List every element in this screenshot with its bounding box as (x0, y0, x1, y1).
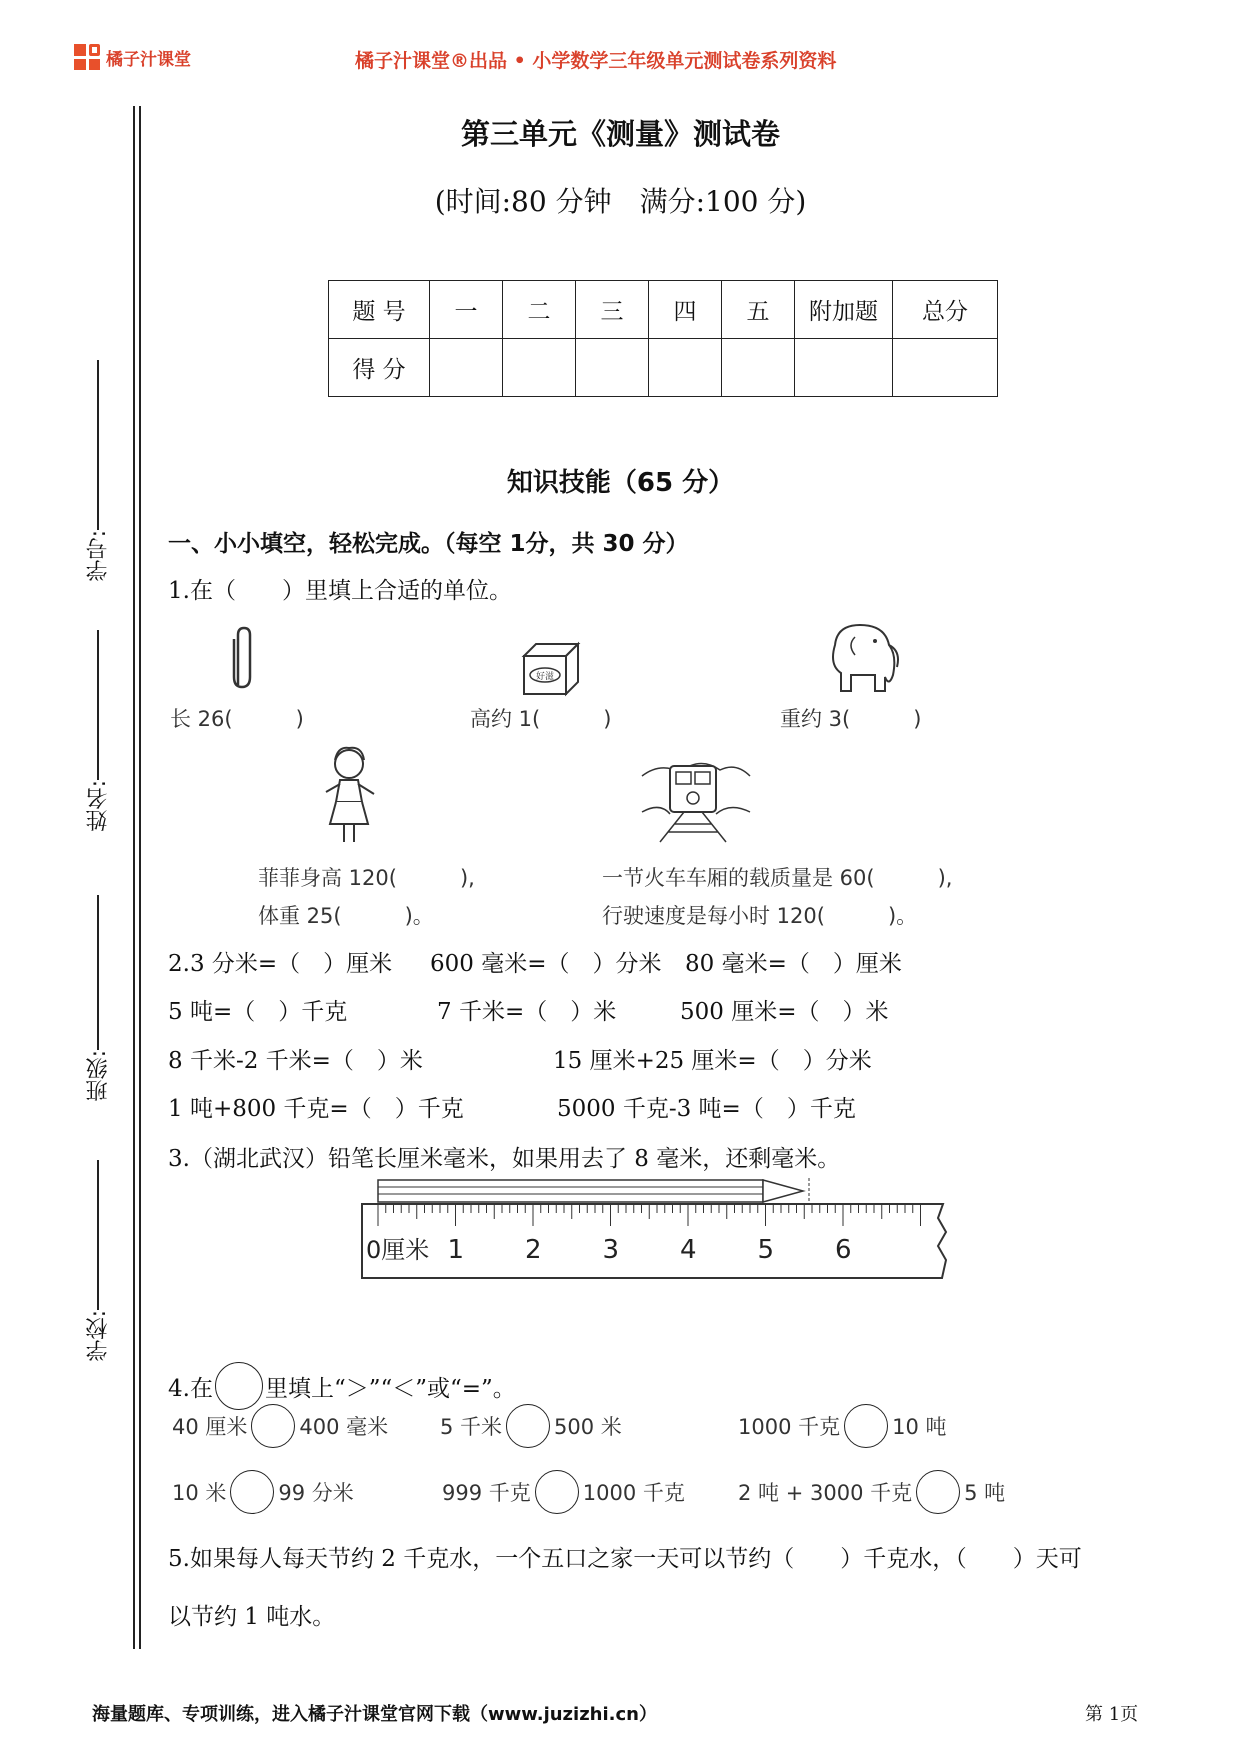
q1-girl-height: 菲菲身高 120( ), (258, 866, 475, 890)
name-field[interactable] (78, 630, 118, 831)
score-cell[interactable] (430, 339, 503, 397)
q4-item-right: 400 毫米 (299, 1415, 389, 1439)
pencil-tip (763, 1180, 803, 1202)
score-table-header-row (329, 281, 998, 339)
ruler-figure (358, 1178, 950, 1290)
score-header-cell: 二 (503, 281, 576, 339)
ruler-label: 5 (757, 1235, 775, 1265)
score-row-label: 得 分 (329, 339, 430, 397)
ruler-label: 0厘米 (366, 1236, 430, 1264)
paperclip-icon (228, 625, 260, 691)
school-field[interactable] (78, 1160, 118, 1361)
ruler-label: 1 (447, 1235, 465, 1265)
q5-line1: 5.如果每人每天节约 2 千克水，一个五口之家一天可以节约（ ）千克水，（ ）天可 (168, 1546, 1082, 1572)
q2-r3a: 8 千米-2 千米=（ ）米 (168, 1048, 423, 1074)
q4-item-left: 10 米 (172, 1481, 227, 1505)
score-table-score-row (329, 339, 998, 397)
score-cell[interactable] (795, 339, 893, 397)
q4-item-right: 1000 千克 (582, 1481, 685, 1505)
q4-item-right: 10 吨 (892, 1415, 947, 1439)
q4-item-right: 500 米 (554, 1415, 622, 1439)
student-no-label: 学号: (85, 530, 111, 582)
q4-item-6 (738, 1470, 1005, 1514)
q1-train-capacity: 一节火车车厢的载质量是 60( ), (602, 866, 953, 890)
q2-r2a: 5 吨=（ ）千克 (168, 999, 348, 1025)
q1-train-speed: 行驶速度是每小时 120( )。 (602, 904, 918, 928)
score-header-cell: 三 (576, 281, 649, 339)
margin-line-outer (133, 106, 135, 1649)
q4-item-right: 99 分米 (278, 1481, 354, 1505)
q1-clip-text: 长 26( ) (170, 707, 304, 731)
q1-elephant-text: 重约 3( ) (780, 707, 922, 731)
page-number: 第 1页 (1085, 1704, 1139, 1725)
q3-prompt: 3.（湖北武汉）铅笔长厘米毫米，如果用去了 8 毫米，还剩毫米。 (168, 1146, 841, 1172)
q4-answer-circle[interactable] (230, 1470, 274, 1514)
compare-circle-icon (215, 1362, 263, 1410)
q2-r4a: 1 吨+800 千克=（ ）千克 (168, 1096, 464, 1122)
score-cell[interactable] (503, 339, 576, 397)
school-label: 学校: (85, 1310, 111, 1362)
footer-text: 海量题库、专项训练，进入橘子汁课堂官网下载（www.juzizhi.cn） (92, 1704, 657, 1725)
class-field[interactable] (78, 895, 118, 1101)
q2-r2b: 7 千米=（ ）米 (437, 999, 617, 1025)
header-title: 橘子汁课堂®出品 • 小学数学三年级单元测试卷系列资料 (355, 50, 837, 72)
margin-line-inner (139, 106, 141, 1649)
q2-r1c: 80 毫米=（ ）厘米 (685, 951, 902, 977)
class-label: 班级: (85, 1050, 111, 1102)
logo-text: 橘子汁课堂 (106, 49, 191, 70)
score-header-cell: 题 号 (329, 281, 430, 339)
q4-answer-circle[interactable] (844, 1404, 888, 1448)
q4-item-2 (440, 1404, 622, 1448)
score-table (328, 280, 998, 397)
q2-r1b: 600 毫米=（ ）分米 (430, 951, 662, 977)
q4-item-left: 5 千米 (440, 1415, 503, 1439)
score-cell[interactable] (576, 339, 649, 397)
name-label: 姓名: (85, 780, 111, 832)
section-title: 知识技能（65 分） (506, 468, 735, 498)
q4-item-3 (738, 1404, 947, 1448)
q4-prompt-b: 里填上“＞”“＜”或“=”。 (264, 1375, 516, 1402)
q4-item-left: 2 吨 + 3000 千克 (738, 1481, 913, 1505)
ruler-label: 4 (680, 1235, 697, 1265)
q1-prompt: 1.在（ ）里填上合适的单位。 (168, 578, 512, 604)
girl-icon (318, 742, 380, 847)
q4-item-4 (172, 1470, 354, 1514)
q1-girl-weight: 体重 25( )。 (258, 904, 434, 928)
q4-answer-circle[interactable] (251, 1404, 295, 1448)
q1-box-text: 高约 1( ) (470, 707, 612, 731)
score-cell[interactable] (649, 339, 722, 397)
score-header-cell: 一 (430, 281, 503, 339)
q4-prompt (168, 1362, 516, 1410)
q4-item-left: 999 千克 (442, 1481, 531, 1505)
train-icon (640, 752, 752, 844)
q4-answer-circle[interactable] (916, 1470, 960, 1514)
exam-title: 第三单元《测量》测试卷 (460, 117, 780, 151)
ruler-label: 6 (835, 1235, 852, 1265)
ruler-label: 3 (602, 1235, 620, 1265)
brand-logo (74, 44, 191, 70)
exam-subtitle: (时间:80 分钟 满分:100 分) (434, 185, 807, 218)
score-header-cell: 五 (722, 281, 795, 339)
logo-icon (74, 44, 100, 70)
q4-item-1 (172, 1404, 388, 1448)
box-label-text: 好滋 (535, 672, 555, 682)
q4-item-left: 1000 千克 (738, 1415, 841, 1439)
score-header-cell: 总分 (893, 281, 998, 339)
q2-r1a: 2.3 分米=（ ）厘米 (168, 951, 393, 977)
q2-r4b: 5000 千克-3 吨=（ ）千克 (557, 1096, 856, 1122)
q2-r3b: 15 厘米+25 厘米=（ ）分米 (553, 1048, 872, 1074)
part1-title: 一、小小填空，轻松完成。（每空 1分，共 30 分） (168, 531, 689, 557)
score-cell[interactable] (893, 339, 998, 397)
elephant-icon (815, 615, 901, 695)
q4-prompt-a: 4.在 (168, 1375, 213, 1402)
ruler-label: 2 (525, 1235, 542, 1265)
q2-r2c: 500 厘米=（ ）米 (680, 999, 889, 1025)
score-header-cell: 四 (649, 281, 722, 339)
q4-item-right: 5 吨 (964, 1481, 1006, 1505)
q4-item-5 (442, 1470, 685, 1514)
snack-box-icon (520, 640, 582, 698)
q4-item-left: 40 厘米 (172, 1415, 248, 1439)
q4-answer-circle[interactable] (535, 1470, 579, 1514)
score-header-cell: 附加题 (795, 281, 893, 339)
q4-answer-circle[interactable] (506, 1404, 550, 1448)
score-cell[interactable] (722, 339, 795, 397)
q5-line2: 以节约 1 吨水。 (168, 1604, 336, 1630)
pencil-body (378, 1180, 763, 1202)
